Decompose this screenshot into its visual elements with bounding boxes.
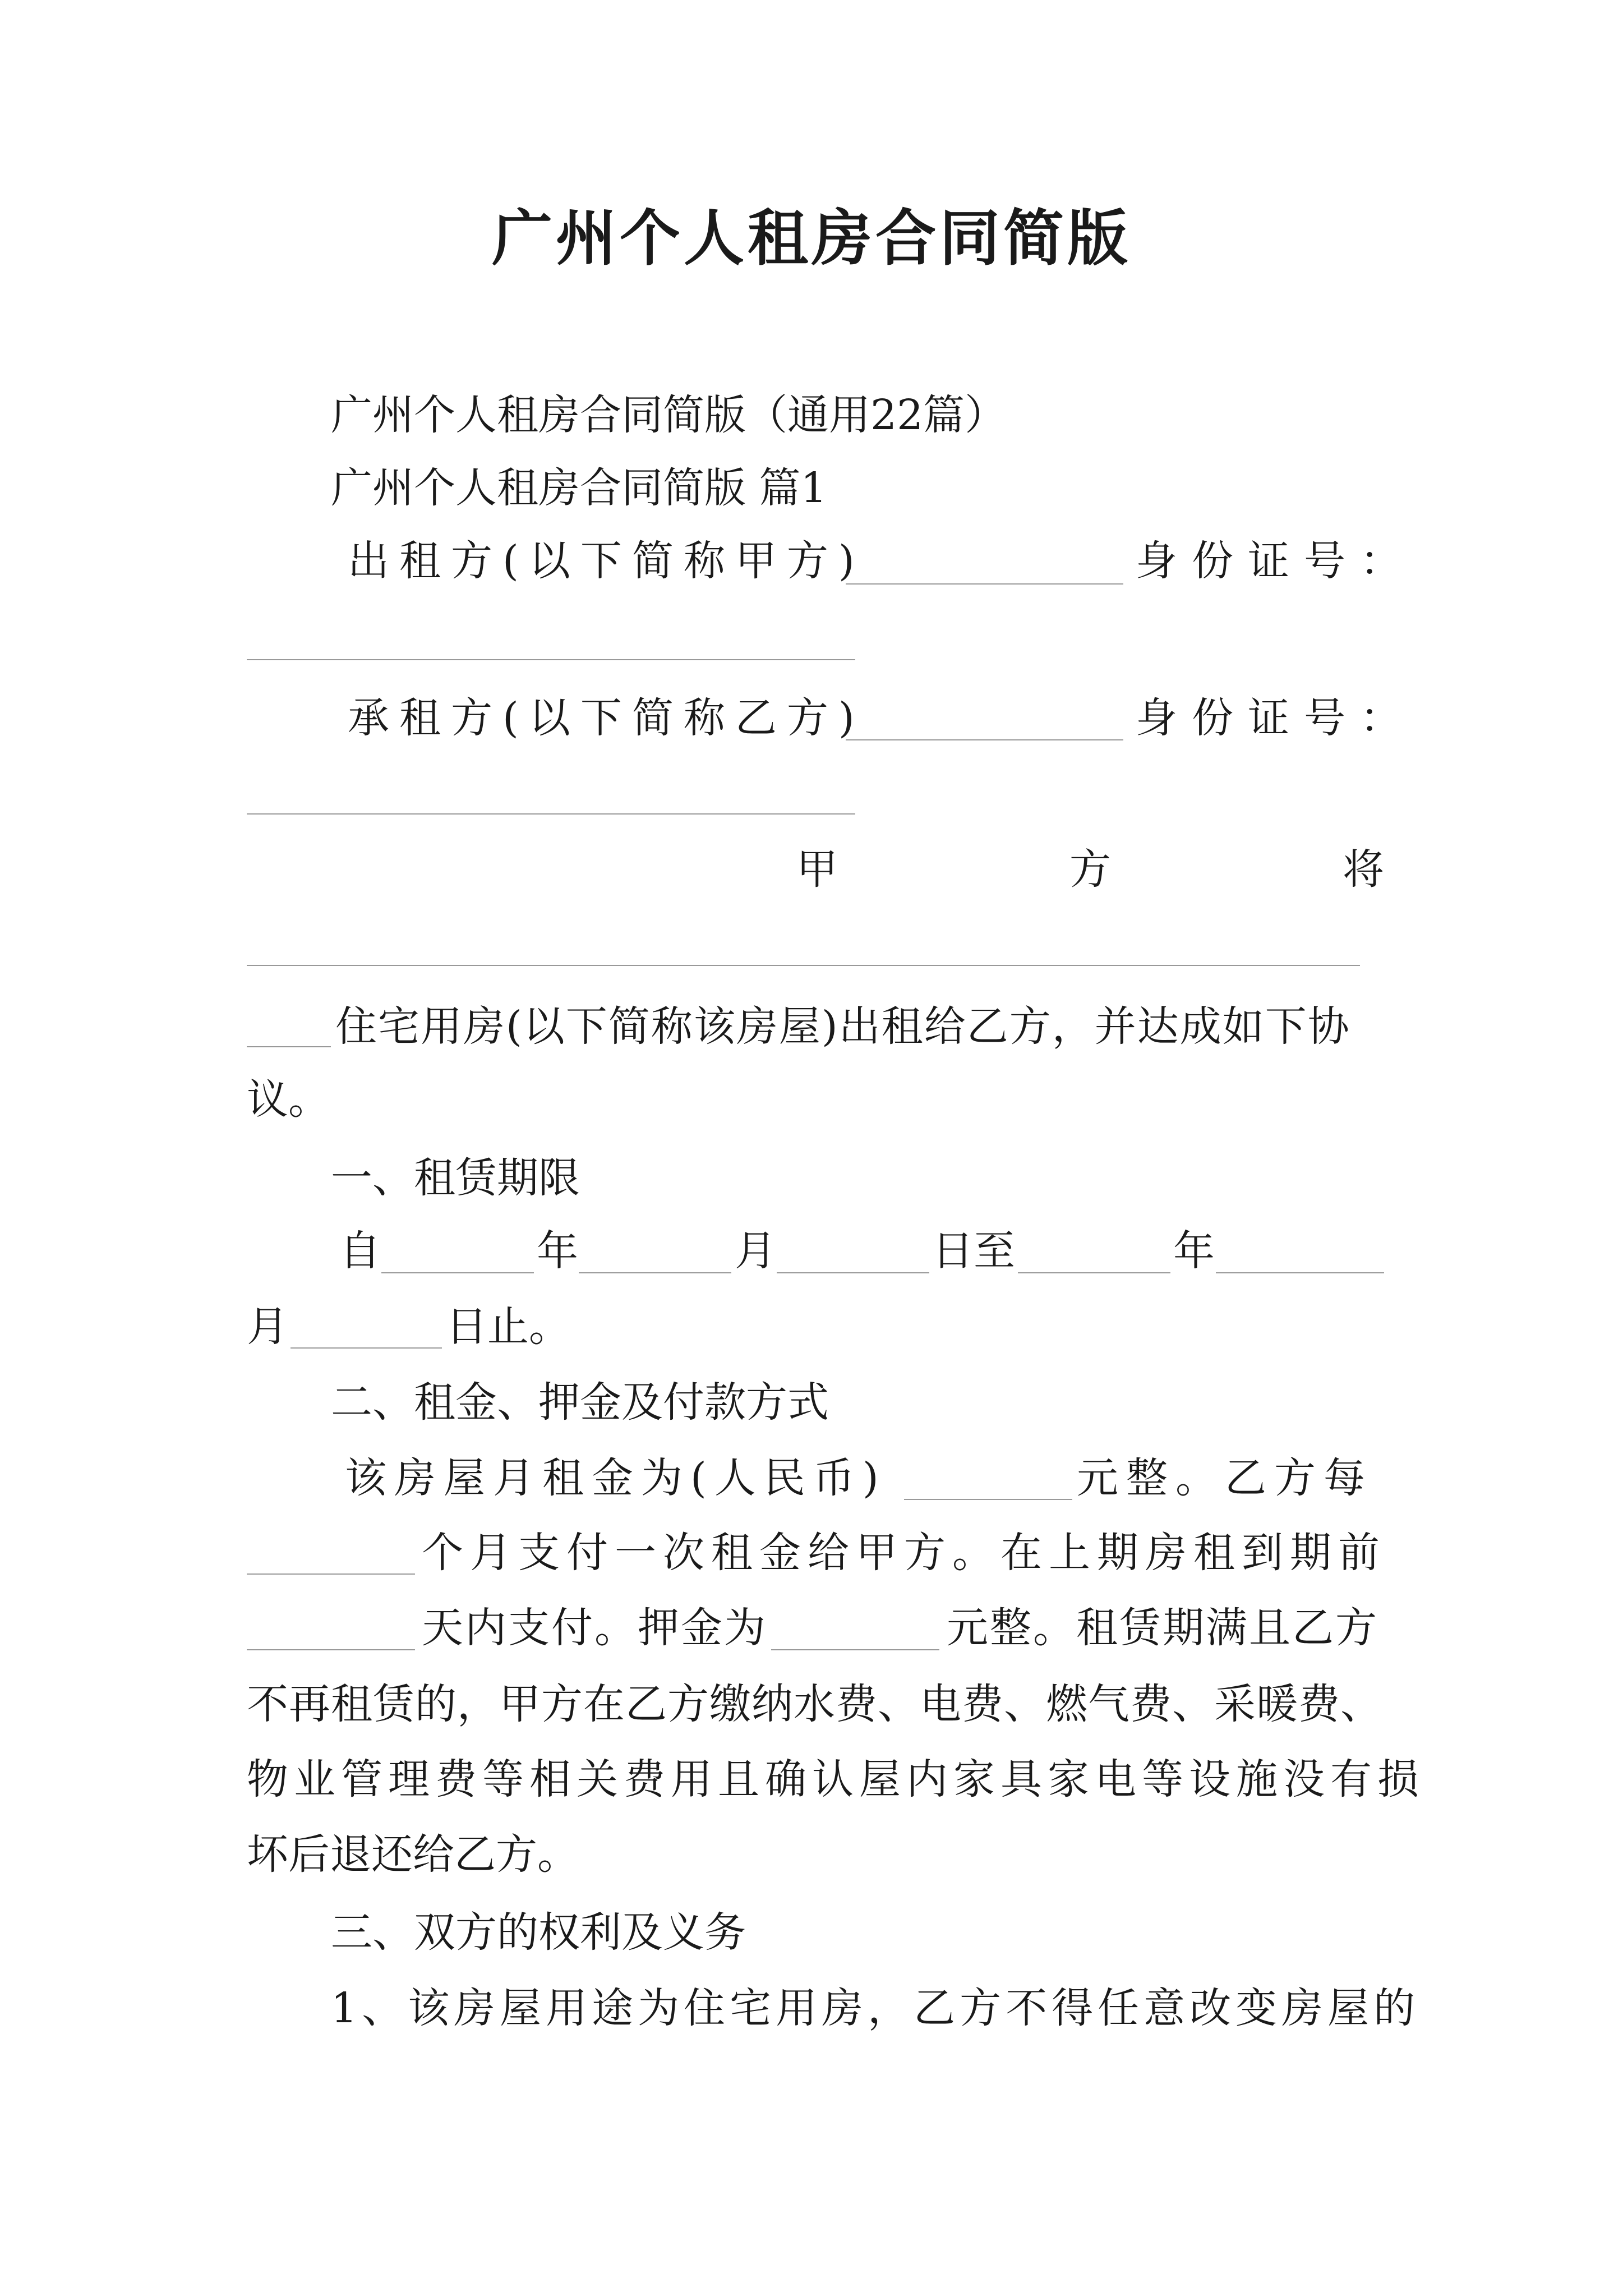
term-start-day-blank [777,1272,929,1273]
document-subtitle: 广州个人租房合同简版（通用22篇） [331,391,1007,439]
rent-amount-suffix: 元整。乙方每 [1077,1454,1373,1502]
rent-refund-line-3: 坏后退还给乙方。 [247,1830,579,1879]
lessor-id-label: 身份证号： [1136,537,1416,585]
rent-refund-line-2: 物业管理费等相关费用且确认屋内家具家电等设施没有损 [247,1755,1424,1803]
rent-interval-blank [247,1573,415,1575]
rent-amount-blank [904,1499,1072,1500]
term-start-month-blank [579,1272,731,1273]
rent-interval-line: 个月支付一次租金给甲方。在上期房租到期前 [422,1529,1386,1577]
term-day-to: 日至 [932,1227,1015,1275]
heading-rent: 二、租金、押金及付款方式 [331,1378,829,1427]
lessee-label: 承租方(以下简称乙方) [348,694,865,742]
term-from: 自 [339,1227,381,1275]
document-title: 广州个人租房合同简版 [491,203,1131,274]
lessee-id-blank [247,813,855,815]
term-end-year-blank [1018,1272,1170,1273]
heading-lease-term: 一、租赁期限 [331,1154,580,1202]
term-month-1: 月 [735,1227,776,1275]
clause-1: 1、该房屋用途为住宅用房，乙方不得任意改变房屋的 [331,1984,1420,2032]
party-a-spread-line [796,841,1384,898]
lessee-id-label: 身份证号： [1136,694,1416,742]
lessor-id-blank [247,659,855,660]
lessor-label: 出租方(以下简称甲方) [348,537,865,585]
term-year-2: 年 [1173,1227,1215,1275]
premises-line: 住宅用房(以下简称该房屋)出租给乙方，并达成如下协 [335,1002,1350,1051]
party-a-char: 方 [1069,845,1111,894]
deposit-suffix: 元整。租赁期满且乙方 [947,1604,1378,1652]
party-a-char: 将 [1343,845,1384,894]
term-year-1: 年 [537,1227,578,1275]
rent-refund-line-1: 不再租赁的，甲方在乙方缴纳水费、电费、燃气费、采暖费、 [247,1680,1382,1728]
premises-address-blank [247,965,1360,966]
rent-amount-label: 该房屋月租金为(人民币) [345,1454,887,1502]
premises-line-end: 议。 [247,1075,330,1124]
lessee-name-blank [846,739,1123,740]
term-end: 日止。 [446,1303,570,1351]
term-end-day-blank [291,1347,442,1349]
rent-days-label: 天内支付。押金为 [422,1604,767,1652]
term-month-2: 月 [247,1303,288,1351]
lessor-name-blank [846,583,1123,585]
premises-prefix-blank [247,1046,331,1047]
party-a-char: 甲 [796,845,838,894]
section-heading: 广州个人租房合同简版 篇1 [331,464,827,512]
heading-rights-duties: 三、双方的权利及义务 [331,1908,746,1957]
rent-days-blank [247,1649,415,1650]
term-start-year-blank [381,1272,534,1273]
term-end-month-blank [1216,1272,1384,1273]
deposit-blank [771,1649,939,1650]
